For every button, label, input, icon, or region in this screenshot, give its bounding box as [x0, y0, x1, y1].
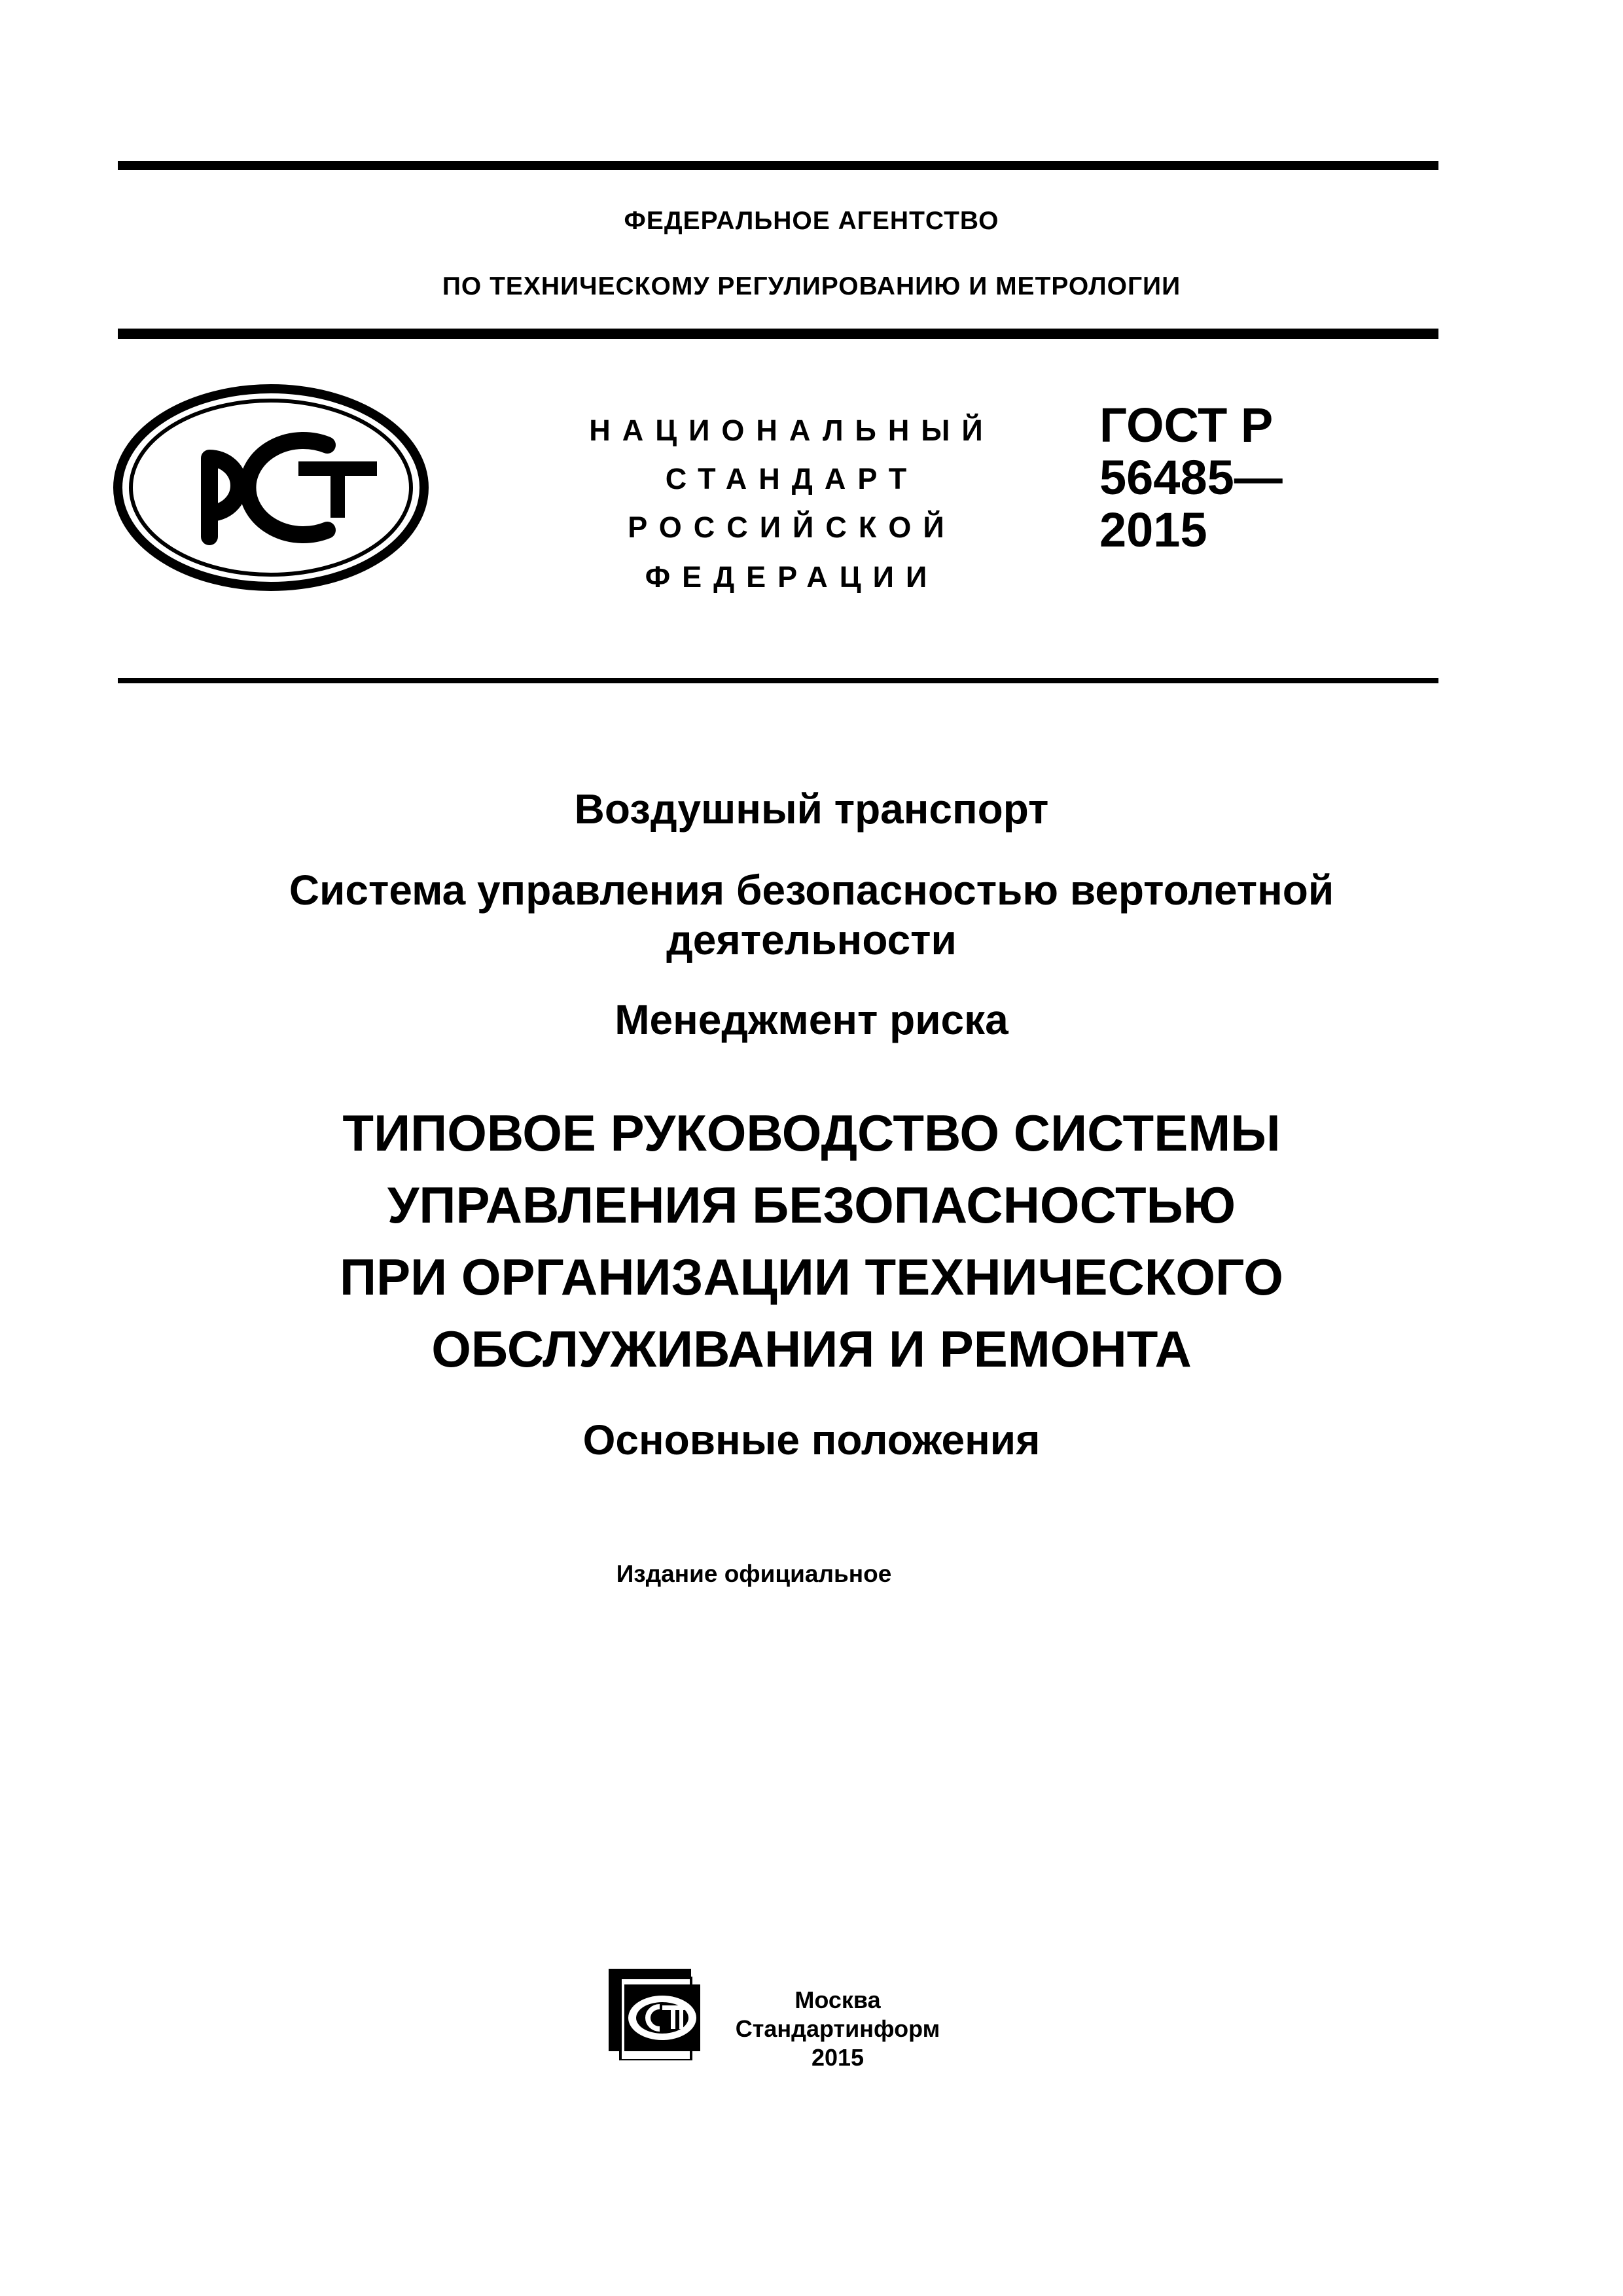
subtitle: Основные положения: [582, 1416, 1041, 1463]
standartinform-logo: [607, 1967, 703, 2060]
header-bottom-rule: [118, 329, 1438, 339]
publisher-city: Москва: [794, 1986, 881, 2013]
standard-designation-line-3: 2015: [1099, 503, 1207, 557]
main-title-line-2: УПРАВЛЕНИЯ БЕЗОПАСНОСТЬЮ: [387, 1176, 1236, 1234]
rst-certification-mark-logo: [111, 383, 431, 592]
publisher-logo: [607, 1967, 703, 2060]
national-standard-line-2: СТАНДАРТ: [665, 462, 919, 495]
national-standard-line-4: ФЕДЕРАЦИИ: [645, 560, 939, 594]
edition-label: Издание официальное: [616, 1560, 892, 1587]
header-separator-rule: [118, 678, 1438, 683]
main-title-line-1: ТИПОВОЕ РУКОВОДСТВО СИСТЕМЫ: [342, 1104, 1281, 1162]
standard-designation-line-2: 56485—: [1099, 450, 1283, 505]
system-title-line-1: Система управления безопасностью вертолетной: [289, 867, 1334, 914]
agency-line-1: ФЕДЕРАЛЬНОЕ АГЕНТСТВО: [624, 207, 999, 235]
main-title-line-4: ОБСЛУЖИВАНИЯ И РЕМОНТА: [431, 1320, 1192, 1378]
agency-line-2: ПО ТЕХНИЧЕСКОМУ РЕГУЛИРОВАНИЮ И МЕТРОЛОГИИ: [442, 272, 1181, 300]
main-title-line-3: ПРИ ОРГАНИЗАЦИИ ТЕХНИЧЕСКОГО: [340, 1248, 1283, 1306]
national-standard-line-3: РОССИЙСКОЙ: [628, 511, 956, 544]
publisher-year: 2015: [811, 2044, 865, 2071]
publisher-logo-text: [703, 1967, 704, 1968]
field-title: Воздушный транспорт: [574, 785, 1049, 833]
system-title-line-2: деятельности: [666, 916, 957, 963]
top-rule: [118, 161, 1438, 170]
publisher-name: Стандартинформ: [735, 2015, 940, 2042]
national-standard-line-1: НАЦИОНАЛЬНЫЙ: [589, 414, 995, 447]
standard-designation-line-1: ГОСТ Р: [1099, 398, 1274, 452]
topic-title: Менеджмент риска: [615, 996, 1008, 1043]
rst-emblem: [111, 383, 431, 592]
